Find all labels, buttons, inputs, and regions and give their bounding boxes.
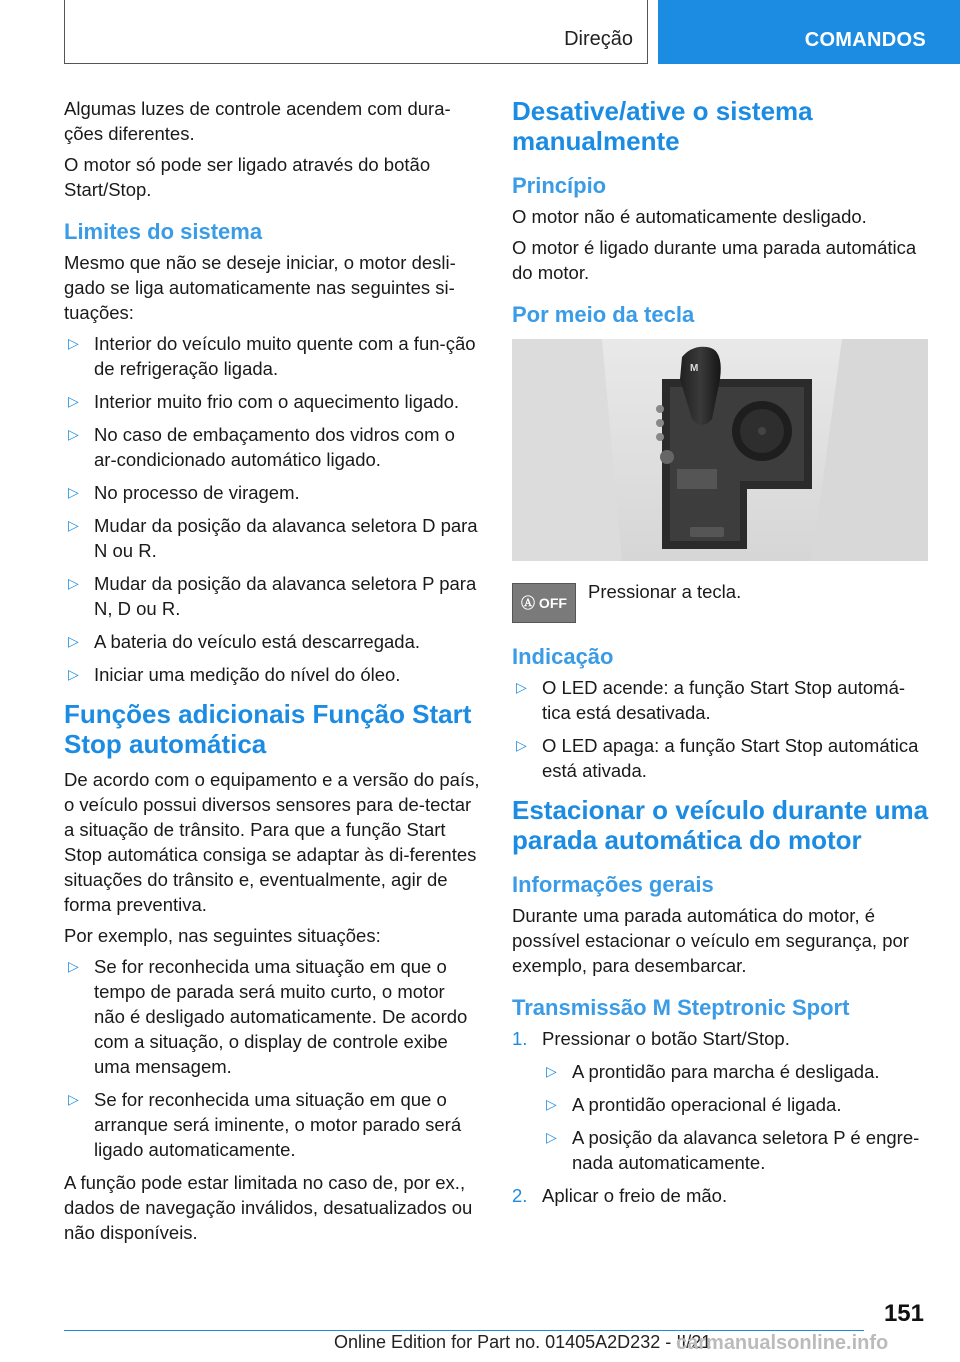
heading-functions: Funções adicionais Função Start Stop automática (64, 699, 472, 759)
triangle-bullet-icon: ▷ (546, 1096, 557, 1112)
list-item: ▷ Se for reconhecida uma situação em que o arranque será iminente, o motor parado será ligado automaticamente. (68, 1089, 462, 1160)
button-row (512, 579, 930, 627)
list-item: ▷ A posição da alavanca seletora P é engre-nada automaticamente. (546, 1127, 920, 1173)
triangle-bullet-icon: ▷ (68, 633, 79, 649)
header-chapter-box (658, 0, 960, 64)
list-item: ▷ A prontidão operacional é ligada. (546, 1094, 842, 1115)
indication-list (512, 675, 930, 783)
svg-text:M: M (690, 363, 699, 374)
triangle-bullet-icon: ▷ (68, 575, 79, 591)
footer-watermark: carmanualsonline.info (676, 1332, 889, 1354)
triangle-bullet-icon: ▷ (68, 666, 79, 682)
list-item: ▷ A bateria do veículo está descarregada. (68, 631, 421, 652)
list-item: ▷ Interior muito frio com o aquecimento ligado. (68, 391, 460, 412)
triangle-bullet-icon: ▷ (516, 737, 527, 753)
button-caption: Pressionar a tecla. (588, 581, 742, 602)
paragraph: A função pode estar limitada no caso de, por ex., dados de navegação inválidos, desatualizados ou não disponíveis. (64, 1172, 473, 1243)
steps-list (512, 1026, 930, 1208)
heading-key: Por meio da tecla (512, 302, 695, 327)
footer-edition: Online Edition for Part no. 01405A2D232 - II/21 (334, 1332, 712, 1352)
limits-list (64, 331, 480, 687)
heading-indication: Indicação (512, 644, 614, 669)
triangle-bullet-icon: ▷ (68, 393, 79, 409)
step-item (512, 1026, 930, 1175)
list-item: ▷ A prontidão para marcha é desligada. (546, 1061, 880, 1082)
list-item: ▷ Mudar da posição da alavanca seletora D para N ou R. (68, 515, 478, 561)
list-item: ▷ Interior do veículo muito quente com a fun-ção de refrigeração ligada. (68, 333, 476, 379)
triangle-bullet-icon: ▷ (516, 679, 527, 695)
paragraph: De acordo com o equipamento e a versão do país, o veículo possui diversos sensores para de-tectar a situação de trânsito. Para que a função Start Stop automática consiga se adaptar às di-ferentes situações do trânsito e, eventualmente, agir de forma preventiva. (64, 769, 480, 915)
triangle-bullet-icon: ▷ (68, 426, 79, 442)
gear-console-photo (512, 339, 928, 561)
triangle-bullet-icon: ▷ (546, 1129, 557, 1145)
list-item: ▷ Mudar da posição da alavanca seletora P para N, D ou R. (68, 573, 477, 619)
list-item: ▷ No processo de viragem. (68, 482, 300, 503)
start-stop-off-button-icon: Ⓐ OFF (512, 583, 576, 623)
header-section-box (64, 0, 648, 64)
situations-list (64, 954, 480, 1162)
paragraph: Por exemplo, nas seguintes situações: (64, 925, 381, 946)
triangle-bullet-icon: ▷ (68, 1091, 79, 1107)
left-column (64, 96, 480, 1251)
gear-console-illustration (512, 339, 928, 561)
step-text: Aplicar o freio de mão. (542, 1185, 728, 1206)
heading-limits: Limites do sistema (64, 219, 263, 244)
footer-divider (64, 1330, 864, 1331)
paragraph: O motor é ligado durante uma parada automática do motor. (512, 237, 917, 283)
heading-park: Estacionar o veículo durante uma parada automática do motor (512, 795, 929, 855)
triangle-bullet-icon: ▷ (68, 335, 79, 351)
step-number: 1. (512, 1028, 528, 1049)
substep-list (542, 1059, 930, 1175)
header-chapter: COMANDOS (804, 29, 926, 51)
paragraph: O motor não é automaticamente desligado. (512, 206, 867, 227)
paragraph: Durante uma parada automática do motor, é possível estacionar o veículo em segurança, por exemplo, para desembarcar. (512, 905, 909, 976)
step-number: 2. (512, 1185, 528, 1206)
step-text: Pressionar o botão Start/Stop. (542, 1028, 790, 1049)
triangle-bullet-icon: ▷ (68, 484, 79, 500)
list-item: ▷ Se for reconhecida uma situação em que o tempo de parada será muito curto, o motor não é desligado automaticamente. De acordo com a situação, o display de controle exibe uma mensagem. (68, 956, 468, 1077)
heading-deactivate: Desative/ative o sistema manualmente (512, 96, 813, 156)
triangle-bullet-icon: ▷ (68, 517, 79, 533)
list-item: ▷ Iniciar uma medição do nível do óleo. (68, 664, 401, 685)
paragraph: Mesmo que não se deseje iniciar, o motor desli-gado se liga automaticamente nas seguintes si-tuações: (64, 252, 456, 323)
paragraph: O motor só pode ser ligado através do botão Start/Stop. (64, 154, 431, 200)
triangle-bullet-icon: ▷ (546, 1063, 557, 1079)
page-number: 151 (883, 1300, 924, 1327)
list-item: ▷ No caso de embaçamento dos vidros com o ar-condicionado automático ligado. (68, 424, 455, 470)
triangle-bullet-icon: ▷ (68, 958, 79, 974)
heading-transmission: Transmissão M Steptronic Sport (512, 995, 850, 1020)
list-item: ▷ O LED apaga: a função Start Stop automática está ativada. (516, 735, 919, 781)
heading-principle: Princípio (512, 173, 607, 198)
step-item (512, 1183, 930, 1208)
list-item: ▷ O LED acende: a função Start Stop automá-tica está desativada. (516, 677, 906, 723)
right-column (512, 96, 930, 1216)
header-section: Direção (564, 28, 633, 50)
paragraph: Algumas luzes de controle acendem com dura-ções diferentes. (64, 98, 451, 144)
heading-general: Informações gerais (512, 872, 714, 897)
